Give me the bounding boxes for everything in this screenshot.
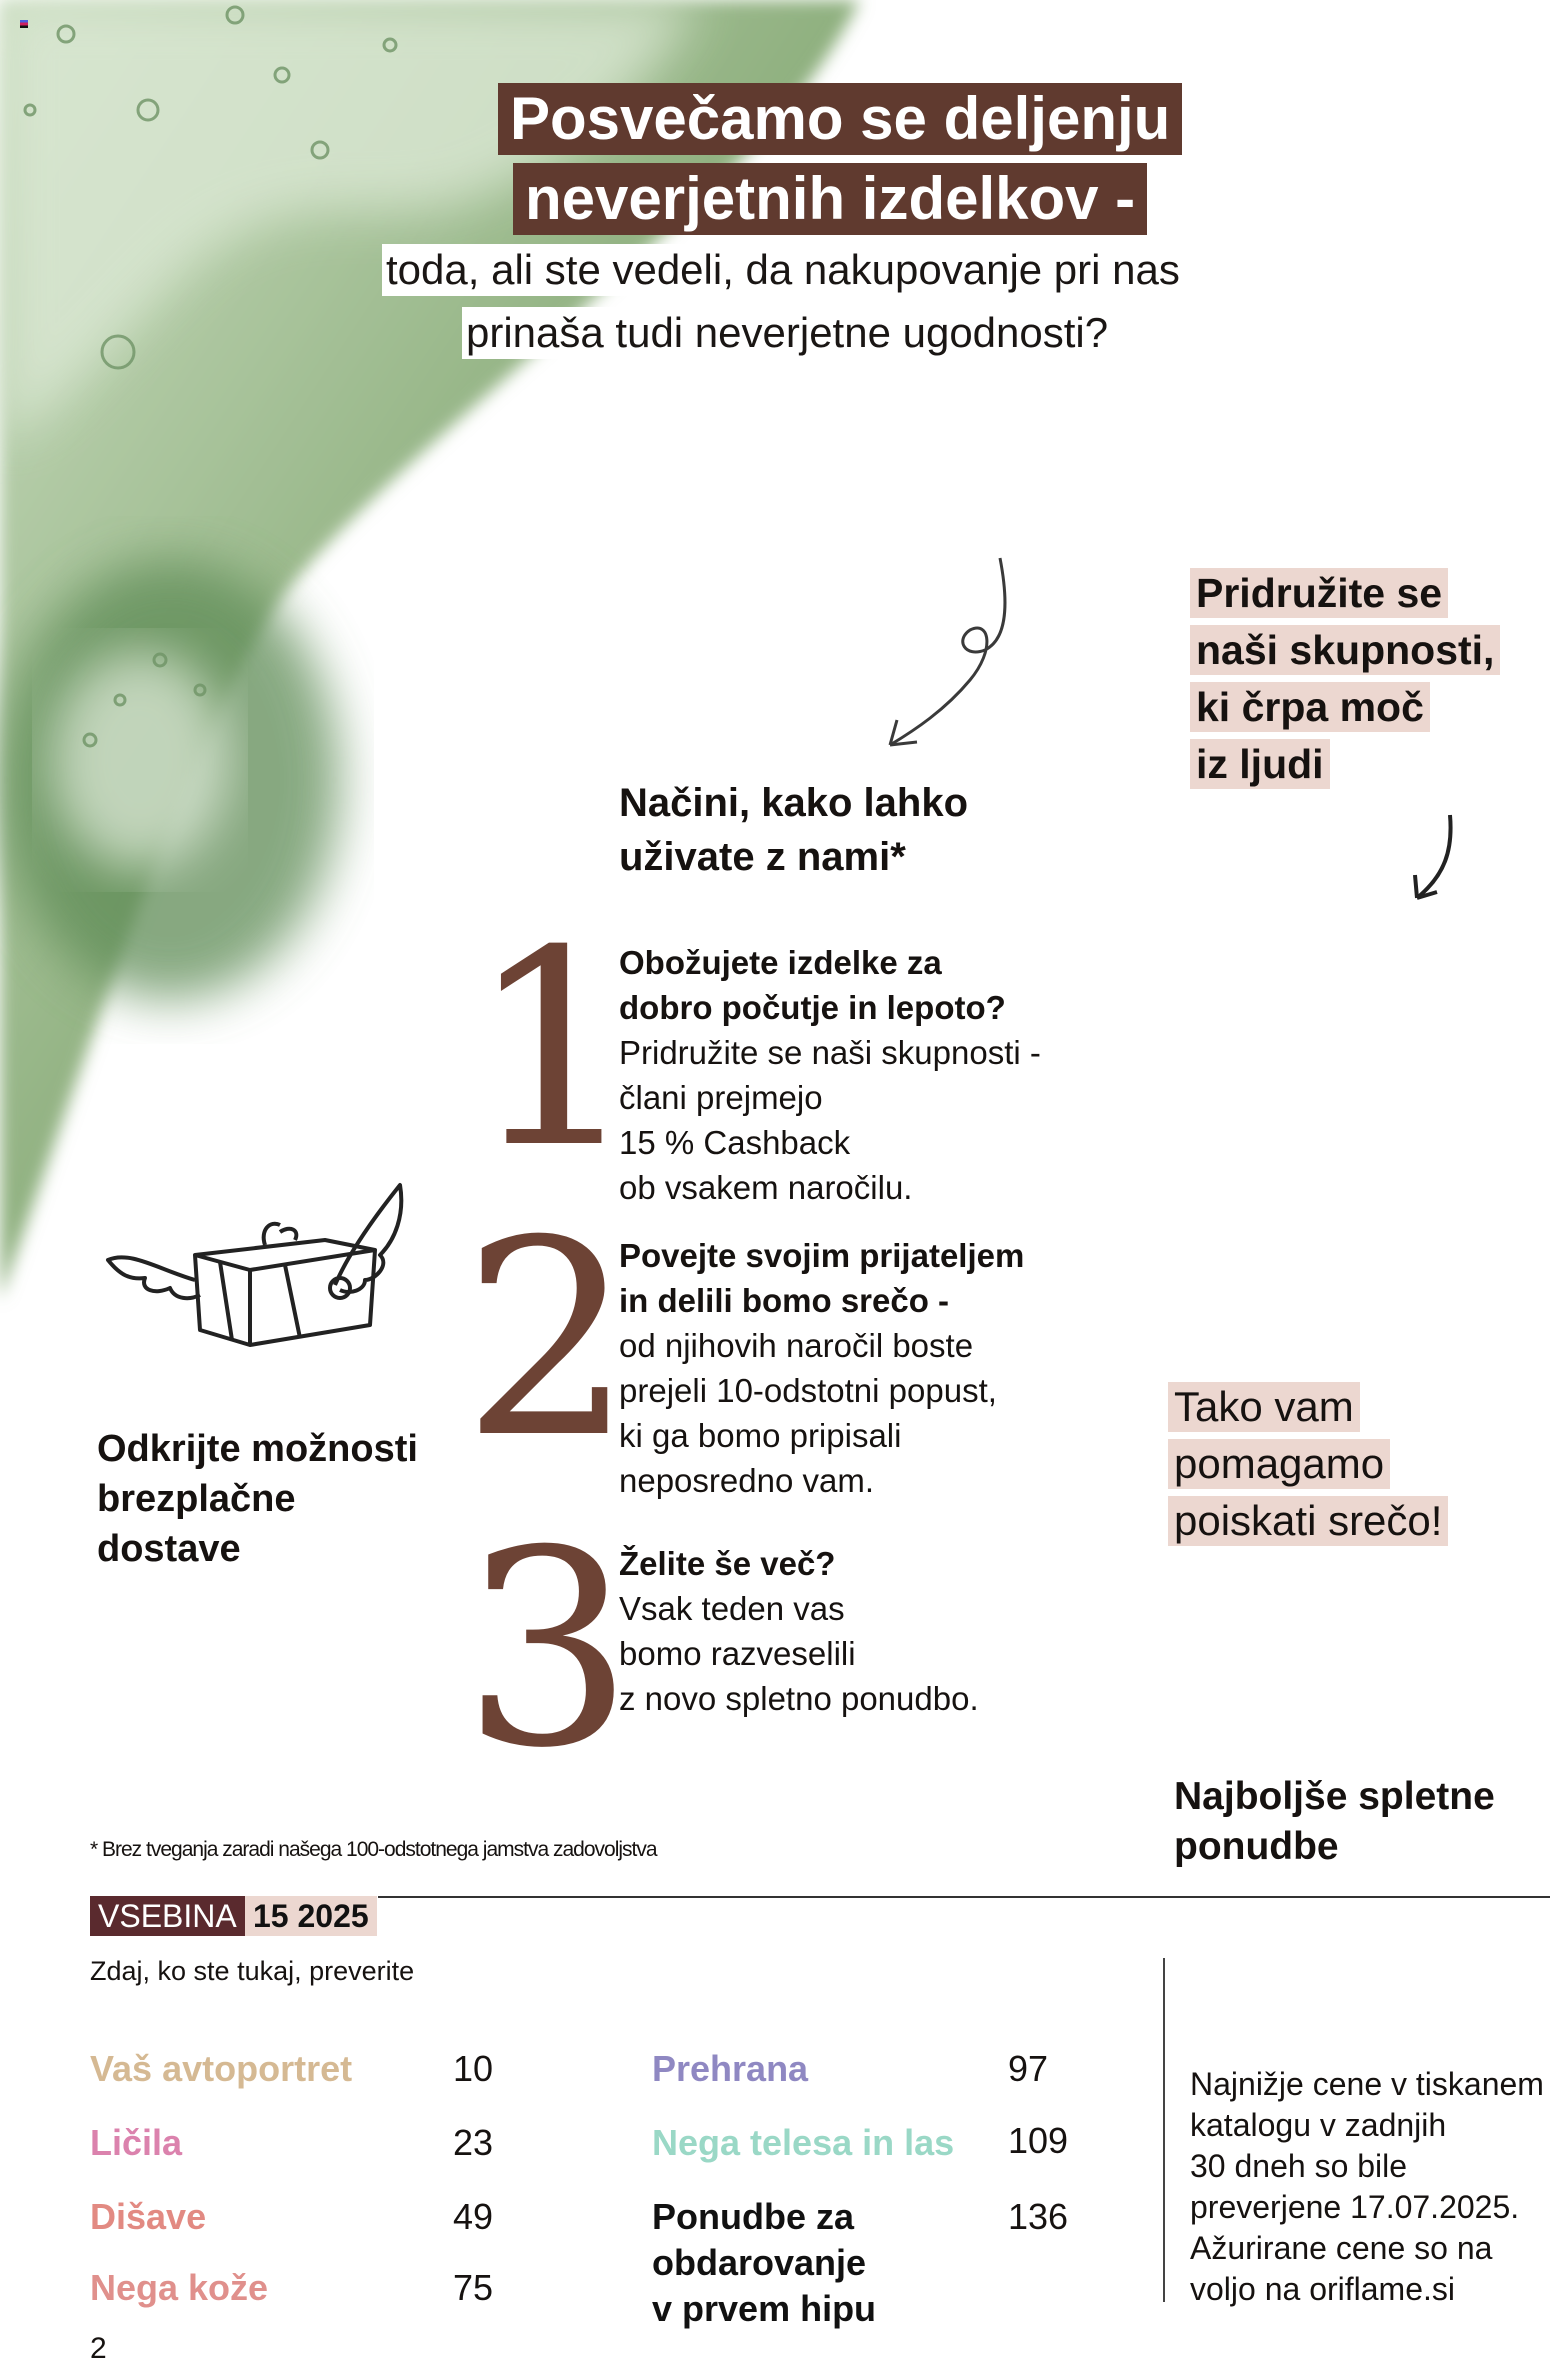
step-title: Povejte svojim prijateljem xyxy=(619,1237,1025,1274)
footnote: * Brez tveganja zaradi našega 100-odstotnega jamstva zadovoljstva xyxy=(90,1838,657,1861)
step-body: Pridružite se naši skupnosti - xyxy=(619,1034,1041,1071)
contents-label: VSEBINA xyxy=(90,1896,245,1936)
price-note xyxy=(1190,2064,1544,2310)
price-note-line: katalogu v zadnjih xyxy=(1190,2107,1447,2143)
toc-page-number: 97 xyxy=(1008,2048,1049,2089)
best-offers-line: ponudbe xyxy=(1174,1825,1339,1868)
price-note-line: Ažurirane cene so na xyxy=(1190,2230,1493,2266)
toc-item-nega-telesa-in-las[interactable]: Nega telesa in las xyxy=(652,2122,955,2163)
toc-page-number: 109 xyxy=(1008,2120,1069,2161)
step-number-3: 3 xyxy=(462,1492,634,1807)
step-body: od njihovih naročil boste xyxy=(619,1327,974,1364)
flying-gift-icon xyxy=(100,1170,420,1390)
swirl-arrow-icon xyxy=(875,550,1015,760)
step-title: Obožujete izdelke za xyxy=(619,944,942,981)
step-body: prejeli 10-odstotni popust, xyxy=(619,1372,997,1409)
community-line: naši skupnosti, xyxy=(1190,625,1500,675)
luck-line: pomagamo xyxy=(1168,1439,1390,1489)
contents-intro: Zdaj, ko ste tukaj, preverite xyxy=(90,1956,415,1986)
step-body: Vsak teden vas xyxy=(619,1590,845,1627)
step-number-1: 1 xyxy=(468,892,640,1207)
step-2-text xyxy=(619,1233,1139,1503)
step-body: 15 % Cashback xyxy=(619,1124,851,1161)
ways-heading-line: uživate z nami* xyxy=(619,835,906,879)
toc-page-number: 49 xyxy=(453,2196,494,2237)
toc-item-licila[interactable]: Ličila xyxy=(90,2122,183,2163)
toc-page-number: 136 xyxy=(1008,2196,1069,2237)
step-number-2: 2 xyxy=(462,1182,634,1497)
toc-label-line: obdarovanje xyxy=(652,2242,867,2283)
toc-page-number: 10 xyxy=(453,2048,494,2089)
ways-heading-line: Načini, kako lahko xyxy=(619,781,969,825)
step-1-text xyxy=(619,940,1139,1210)
divider-line xyxy=(378,1896,1550,1898)
luck-line: Tako vam xyxy=(1168,1382,1360,1432)
step-body: bomo razveselili xyxy=(619,1635,856,1672)
arrow-down-icon xyxy=(1405,810,1460,905)
community-line: Pridružite se xyxy=(1190,568,1448,618)
delivery-line: brezplačne xyxy=(97,1478,296,1520)
color-bar-mark xyxy=(20,20,28,28)
vertical-divider xyxy=(1163,1958,1165,2302)
community-callout xyxy=(1190,568,1500,796)
step-body: z novo spletno ponudbo. xyxy=(619,1680,979,1717)
headline-line-1: Posvečamo se deljenju xyxy=(498,83,1182,155)
toc-page-number: 23 xyxy=(453,2122,494,2163)
step-3-text xyxy=(619,1541,1139,1721)
toc-item-prehrana[interactable]: Prehrana xyxy=(652,2048,809,2089)
price-note-line: Najnižje cene v tiskanem xyxy=(1190,2066,1544,2102)
step-body: ob vsakem naročilu. xyxy=(619,1169,913,1206)
toc-item-nega-koze[interactable]: Nega kože xyxy=(90,2267,269,2308)
toc-item-ponudbe-za-obdarovanje[interactable] xyxy=(652,2194,876,2332)
toc-page-number: 75 xyxy=(453,2267,494,2308)
toc-label-line: v prvem hipu xyxy=(652,2288,877,2329)
luck-line: poiskati srečo! xyxy=(1168,1496,1448,1546)
subheadline-line-2: prinaša tudi neverjetne ugodnosti? xyxy=(462,307,1112,359)
price-note-line: voljo na oriflame.si xyxy=(1190,2271,1455,2307)
best-offers-heading xyxy=(1174,1772,1495,1872)
subheadline-line-1: toda, ali ste vedeli, da nakupovanje pri nas xyxy=(382,244,1184,296)
step-title: in delili bomo srečo - xyxy=(619,1282,950,1319)
headline-line-2: neverjetnih izdelkov - xyxy=(513,163,1147,235)
community-line: ki črpa moč xyxy=(1190,682,1430,732)
best-offers-line: Najboljše spletne xyxy=(1174,1775,1495,1818)
step-body: ki ga bomo pripisali xyxy=(619,1417,902,1454)
price-note-line: preverjene 17.07.2025. xyxy=(1190,2189,1520,2225)
delivery-line: Odkrijte možnosti xyxy=(97,1428,418,1470)
step-body: neposredno vam. xyxy=(619,1462,874,1499)
toc-item-disave[interactable]: Dišave xyxy=(90,2196,207,2237)
step-title: dobro počutje in lepoto? xyxy=(619,989,1006,1026)
community-line: iz ljudi xyxy=(1190,739,1330,789)
toc-item-vas-avtoportret[interactable]: Vaš avtoportret xyxy=(90,2048,353,2089)
issue-label: 15 2025 xyxy=(245,1896,377,1936)
price-note-line: 30 dneh so bile xyxy=(1190,2148,1408,2184)
delivery-line: dostave xyxy=(97,1528,241,1570)
step-title: Želite še več? xyxy=(619,1545,836,1582)
ways-heading xyxy=(619,776,968,884)
luck-callout xyxy=(1168,1382,1448,1553)
step-body: člani prejmejo xyxy=(619,1079,823,1116)
toc-label-line: Ponudbe za xyxy=(652,2196,855,2237)
free-delivery-heading xyxy=(97,1424,418,1574)
page-number: 2 xyxy=(90,2332,107,2365)
